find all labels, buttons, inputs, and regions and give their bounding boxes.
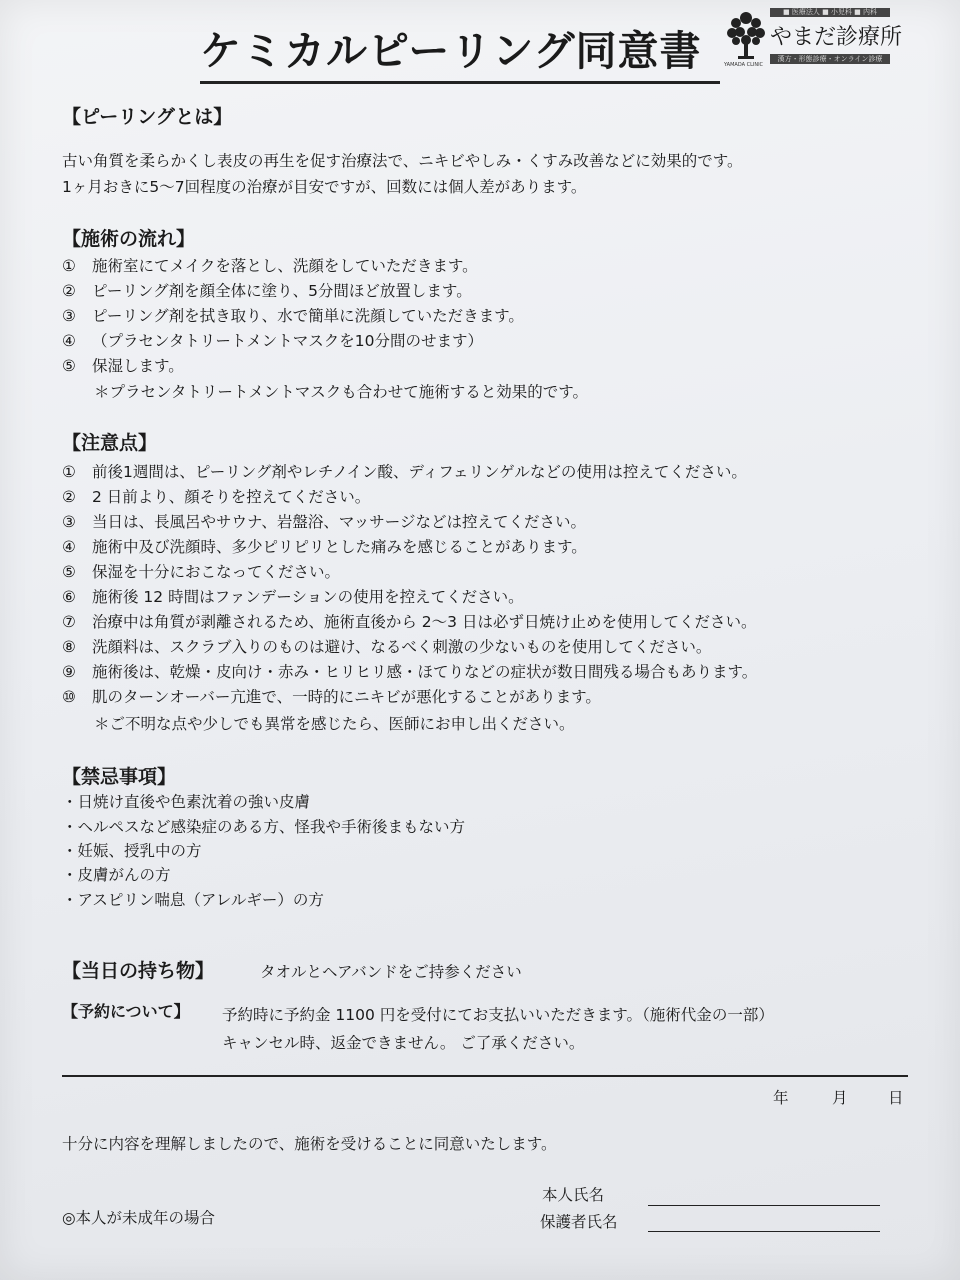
caution-item-text: 洗顔料は、スクラブ入りのものは避け、なるべく刺激の少ないものを使用してください。 xyxy=(92,638,712,656)
caution-item-text: 前後1週間は、ピーリング剤やレチノイン酸、ディフェリンゲルなどの使用は控えてください。 xyxy=(92,463,747,481)
clinic-tag-top: ■ 医療法人 ■ 小児科 ■ 内科 xyxy=(770,8,890,17)
contraindication-item: ・ヘルペスなど感染症のある方、怪我や手術後まもない方 xyxy=(62,818,466,836)
caution-item-num: ④ xyxy=(62,538,76,556)
flow-item-5 xyxy=(62,354,184,376)
contraindication-item: ・日焼け直後や色素沈着の強い皮膚 xyxy=(62,793,311,811)
self-name-label: 本人氏名 xyxy=(542,1186,605,1204)
cautions-note: ＊ご不明な点や少しでも異常を感じたら、医師にお申し出ください。 xyxy=(94,715,575,733)
flow-heading: 【施術の流れ】 xyxy=(62,228,196,250)
flow-item-num: ⑤ xyxy=(62,357,76,375)
caution-item-num: ② xyxy=(62,488,76,506)
about-heading: 【ピーリングとは】 xyxy=(62,106,233,128)
flow-item-3 xyxy=(62,304,524,326)
guardian-name-label: 保護者氏名 xyxy=(540,1213,618,1231)
caution-item-1 xyxy=(62,460,747,482)
contraindications-heading: 【禁忌事項】 xyxy=(62,766,177,788)
bring-text: タオルとヘアバンドをご持参ください xyxy=(260,963,522,981)
clinic-name-en: YAMADA CLINIC xyxy=(724,62,764,68)
flow-item-2 xyxy=(62,279,472,301)
caution-item-num: ⑩ xyxy=(62,688,76,706)
clinic-logo xyxy=(724,6,903,70)
page-title: ケミカルピーリング同意書 xyxy=(200,18,720,84)
flow-item-4 xyxy=(62,329,483,351)
caution-item-num: ① xyxy=(62,463,76,481)
reservation-line-1: 予約時に予約金 1100 円を受付にてお支払いいただきます。（施術代金の一部） xyxy=(222,1006,774,1024)
flow-item-num: ① xyxy=(62,257,76,275)
minor-note: ◎本人が未成年の場合 xyxy=(62,1209,216,1227)
flow-item-num: ④ xyxy=(62,332,76,350)
caution-item-num: ⑤ xyxy=(62,563,76,581)
caution-item-7 xyxy=(62,610,756,632)
caution-item-text: 施術中及び洗顔時、多少ピリピリとした痛みを感じることがあります。 xyxy=(92,538,587,556)
caution-item-2 xyxy=(62,485,370,507)
flow-item-text: 保湿します。 xyxy=(92,357,184,375)
caution-item-text: 当日は、長風呂やサウナ、岩盤浴、マッサージなどは控えてください。 xyxy=(92,513,586,531)
caution-item-9 xyxy=(62,660,757,682)
flow-item-text: ピーリング剤を顔全体に塗り、5分間ほど放置します。 xyxy=(92,282,472,300)
caution-item-3 xyxy=(62,510,586,532)
caution-item-num: ⑦ xyxy=(62,613,76,631)
caution-item-num: ⑧ xyxy=(62,638,76,656)
caution-item-text: 肌のターンオーバー亢進で、一時的にニキビが悪化することがあります。 xyxy=(92,688,601,706)
caution-item-text: 保湿を十分におこなってください。 xyxy=(92,563,341,581)
caution-item-text: 2 日前より、顔そりを控えてください。 xyxy=(92,488,371,506)
caution-item-text: 施術後 12 時間はファンデーションの使用を控えてください。 xyxy=(92,588,524,606)
caution-item-num: ⑥ xyxy=(62,588,76,606)
flow-item-num: ③ xyxy=(62,307,76,325)
bring-heading: 【当日の持ち物】 xyxy=(62,960,215,982)
clinic-name: やまだ診療所 xyxy=(770,25,903,50)
reservation-heading: 【予約について】 xyxy=(62,1002,190,1021)
cautions-heading: 【注意点】 xyxy=(62,432,158,454)
caution-item-6 xyxy=(62,585,524,607)
guardian-name-line xyxy=(648,1231,880,1232)
date-day: 日 xyxy=(888,1089,904,1107)
date-month: 月 xyxy=(832,1089,848,1107)
caution-item-num: ③ xyxy=(62,513,76,531)
contraindication-item: ・アスピリン喘息（アレルギー）の方 xyxy=(62,891,324,909)
divider-line xyxy=(62,1075,908,1077)
clinic-tag-bottom: 漢方・形態診療・オンライン診療 xyxy=(770,54,890,64)
consent-statement: 十分に内容を理解しましたので、施術を受けることに同意いたします。 xyxy=(62,1135,557,1153)
flow-note: ＊プラセンタトリートメントマスクも合わせて施術すると効果的です。 xyxy=(94,383,588,401)
caution-item-10 xyxy=(62,685,601,707)
caution-item-text: 施術後は、乾燥・皮向け・赤み・ヒリヒリ感・ほてりなどの症状が数日間残る場合もあります。 xyxy=(92,663,758,681)
contraindication-item: ・妊娠、授乳中の方 xyxy=(62,842,202,860)
about-line-1: 古い角質を柔らかくし表皮の再生を促す治療法で、ニキビやしみ・くすみ改善などに効果的です。 xyxy=(62,152,743,170)
about-line-2: 1ヶ月おきに5～7回程度の治療が目安ですが、回数には個人差があります。 xyxy=(62,178,587,196)
contraindication-item: ・皮膚がんの方 xyxy=(62,866,171,884)
caution-item-num: ⑨ xyxy=(62,663,76,681)
flow-item-text: （プラセンタトリートメントマスクを10分間のせます） xyxy=(92,332,483,350)
flow-item-1 xyxy=(62,254,478,276)
tree-logo-icon xyxy=(724,8,768,62)
date-year: 年 xyxy=(773,1089,789,1107)
caution-item-4 xyxy=(62,535,587,557)
flow-item-num: ② xyxy=(62,282,76,300)
caution-item-5 xyxy=(62,560,340,582)
reservation-line-2: キャンセル時、返金できません。 ご了承ください。 xyxy=(222,1034,585,1052)
caution-item-8 xyxy=(62,635,711,657)
self-name-line xyxy=(648,1205,880,1206)
flow-item-text: 施術室にてメイクを落とし、洗顔をしていただきます。 xyxy=(92,257,478,275)
flow-item-text: ピーリング剤を拭き取り、水で簡単に洗顔していただきます。 xyxy=(92,307,524,325)
caution-item-text: 治療中は角質が剥離されるため、施術直後から 2～3 日は必ず日焼け止めを使用してください。 xyxy=(92,613,757,631)
